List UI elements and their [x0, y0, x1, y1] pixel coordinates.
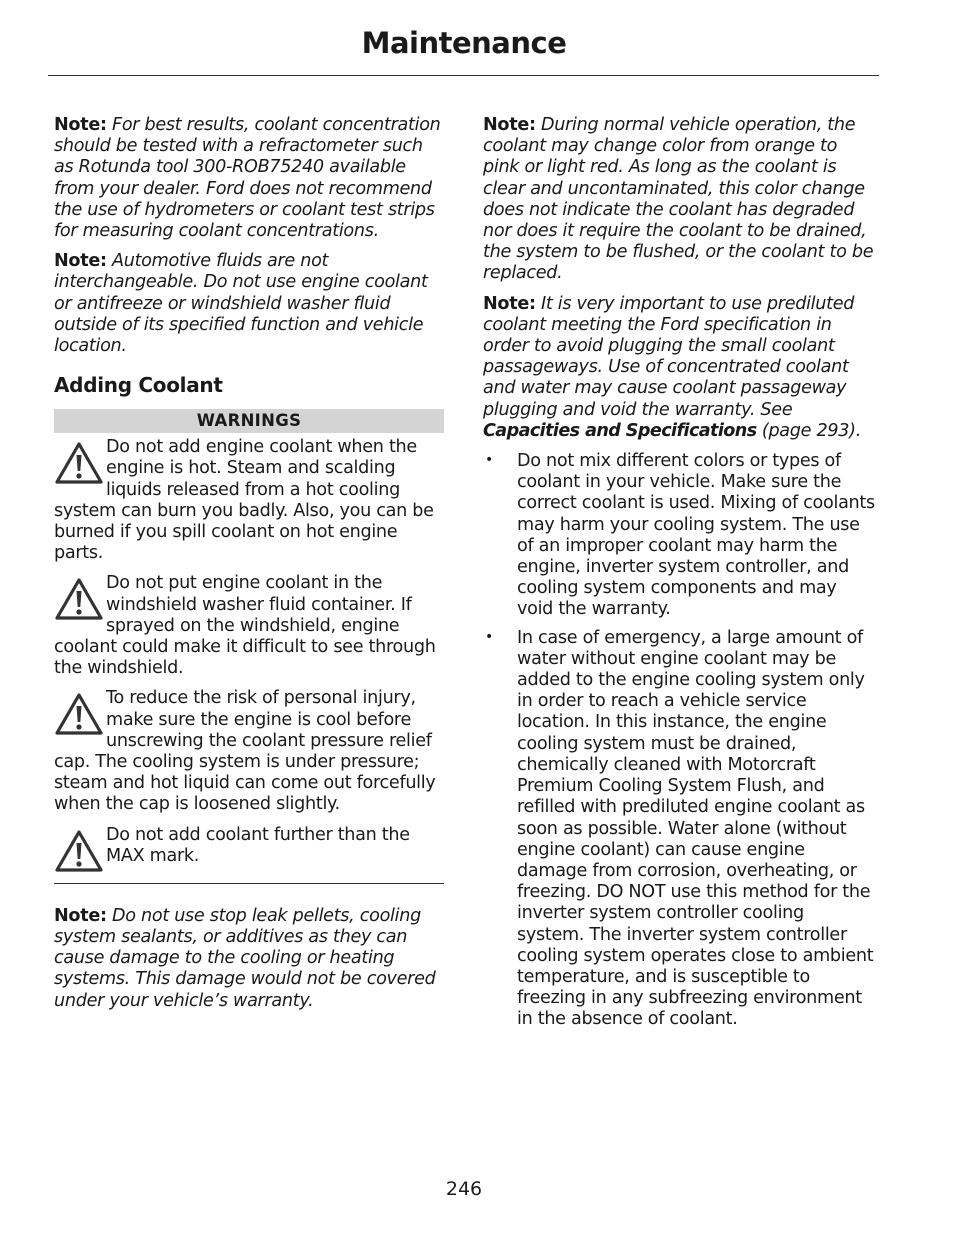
warning-washer-container: [54, 573, 444, 679]
list-item-text: Do not mix different colors or types of coolant in your vehicle. Make sure the correct coolant is used. Mixing of coolants may harm your cooling system. The use of an improper coolant may harm the engine, inverter system controller, and cooling system components and may void the warranty.: [517, 451, 875, 620]
page-reference: (page 293): [761, 420, 856, 441]
warning-triangle-icon: [54, 692, 104, 736]
note-text: Do not use stop leak pellets, cooling system sealants, or additives as they can cause damage to the cooling or heating systems. This damage would not be covered under your vehicle’s warranty.: [54, 905, 436, 1011]
note-text: It is very important to use prediluted coolant meeting the Ford specification in order to avoid plugging the small coolant passageways. Use of concentrated coolant and water may cause coolant passageway plugging and void the warranty. See: [483, 293, 855, 420]
left-column: [54, 115, 444, 1021]
warning-text: Do not add engine coolant when the engine is hot. Steam and scalding liquids released from a hot cooling system can burn you badly. Also, you can be burned if you spill coolant on hot engine parts.: [54, 437, 434, 564]
section-heading-adding-coolant: Adding Coolant: [54, 373, 223, 398]
page-title: Maintenance: [361, 26, 567, 60]
title-divider: [48, 75, 879, 76]
warnings-header: WARNINGS: [54, 409, 444, 433]
note-label: Note:: [54, 251, 107, 272]
warning-pressure-cap: [54, 688, 444, 815]
note-label: Note:: [54, 115, 107, 135]
warning-text: Do not add coolant further than the MAX mark.: [106, 824, 410, 866]
list-item-text: In case of emergency, a large amount of water without engine coolant may be added to the engine cooling system only in order to reach a vehicle service location. In this instance, the engine cooling system must be drained, chemically cleaned with Motorcraft Premium Cooling System Flush, and refilled with prediluted engine coolant as soon as possible. Water alone (without engine coolant) can cause engine damage from corrosion, overheating, or freezing. DO NOT use this method for the inverter system controller cooling system. The inverter system controller cooling system operates close to ambient temperature, and is susceptible to freezing in any subfreezing environment in the absence of coolant.: [517, 627, 874, 1030]
note-text: During normal vehicle operation, the coolant may change color from orange to pink or light red. As long as the coolant is clear and uncontaminated, this color change does not indicate the coolant has degraded nor does it require the coolant to be drained, the system to be flushed, or the coolant to be replaced.: [483, 115, 874, 284]
warning-triangle-icon: [54, 441, 104, 485]
note-coolant-testing: [54, 115, 444, 242]
sentence-end: .: [855, 420, 862, 441]
warning-triangle-icon: [54, 829, 104, 873]
list-item: [483, 451, 875, 621]
warning-hot-engine: [54, 437, 444, 564]
list-item: [483, 628, 875, 1031]
page-number: 246: [445, 1178, 483, 1200]
note-label: Note:: [483, 115, 536, 135]
warning-text: Do not put engine coolant in the windshield washer fluid container. If sprayed on the windshield, engine coolant could make it difficult to see through the windshield.: [54, 573, 436, 679]
note-label: Note:: [54, 905, 107, 926]
note-prediluted-coolant: [483, 294, 875, 442]
warning-max-mark: [54, 825, 444, 873]
note-coolant-color: [483, 115, 875, 285]
note-text: For best results, coolant concentration should be tested with a refractometer such as Rotunda tool 300-ROB75240 available from your dealer. Ford does not recommend the use of hydrometers or coolant test strips for measuring coolant concentrations.: [54, 115, 441, 242]
warnings-end-divider: [54, 883, 444, 884]
note-fluids-not-interchangeable: [54, 251, 444, 357]
warning-triangle-icon: [54, 577, 104, 621]
warning-text: To reduce the risk of personal injury, make sure the engine is cool before unscrewing the coolant pressure relief cap. The cooling system is under pressure; steam and hot liquid can come out forcefully when the cap is loosened slightly.: [54, 688, 436, 815]
bullet-icon: •: [485, 452, 494, 469]
coolant-bullet-list: [483, 451, 875, 1030]
capacities-specifications-link[interactable]: Capacities and Specifications: [483, 420, 757, 441]
bullet-icon: •: [485, 628, 494, 645]
note-label: Note:: [483, 293, 536, 314]
right-column: [483, 115, 875, 1038]
note-stop-leak: [54, 906, 444, 1012]
note-text: Automotive fluids are not interchangeable. Do not use engine coolant or antifreeze or windshield washer fluid outside of its specified function and vehicle location.: [54, 251, 428, 357]
